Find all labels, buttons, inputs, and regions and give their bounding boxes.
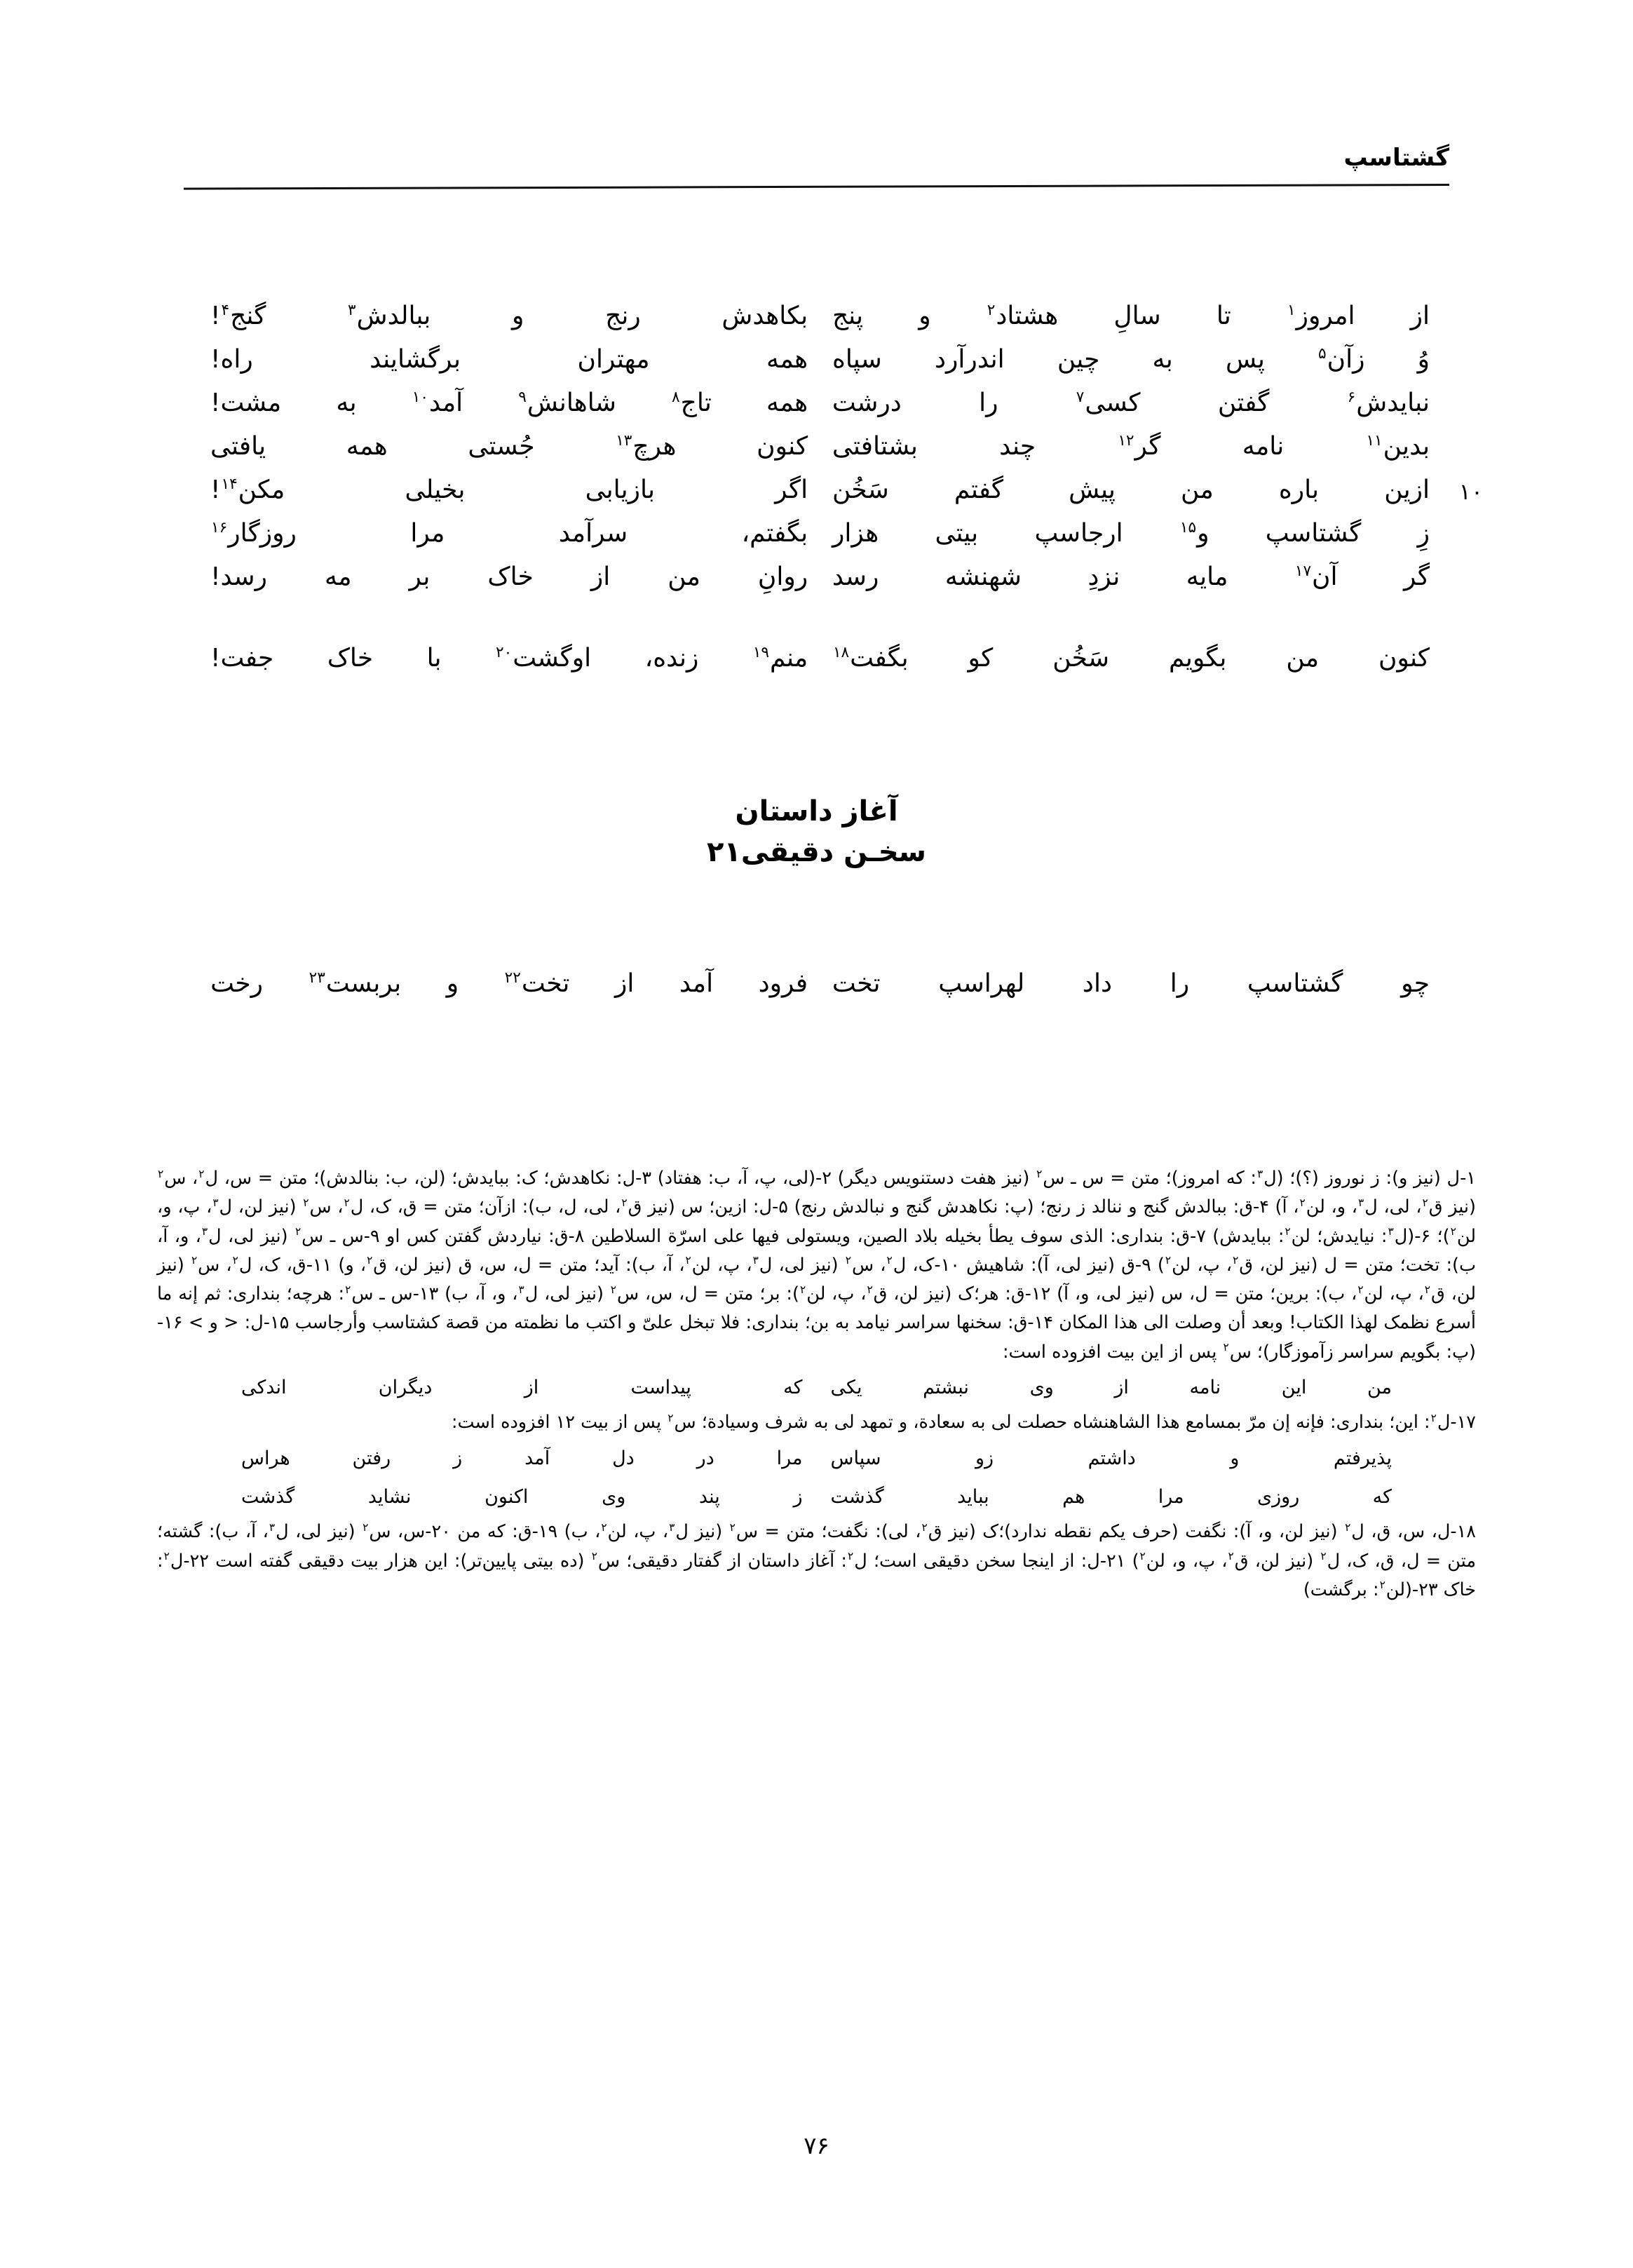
verse-word: جُستی bbox=[468, 432, 535, 461]
variant-marker: ۵ bbox=[1318, 345, 1327, 363]
variant-marker: ۲ bbox=[591, 1550, 597, 1563]
variant-marker: ۲ bbox=[1299, 1196, 1306, 1209]
verse-line bbox=[210, 644, 1430, 687]
verse-word: این bbox=[1281, 1377, 1307, 1399]
verse-word: پس bbox=[1225, 345, 1265, 374]
hemistich-right bbox=[808, 519, 1430, 548]
verse-word: هراس bbox=[241, 1447, 290, 1469]
variant-marker: ۳ bbox=[201, 1225, 208, 1238]
verse-word: جفت! bbox=[210, 644, 274, 673]
verse-word: بگویم bbox=[1168, 644, 1227, 673]
hemistich-right bbox=[808, 302, 1430, 330]
verse-word: که bbox=[1372, 1485, 1392, 1508]
verse-word: هزار bbox=[832, 519, 879, 548]
hemistich-left bbox=[210, 475, 808, 504]
variant-marker: ۳ bbox=[518, 1283, 524, 1296]
variant-marker: ۲ bbox=[1165, 1254, 1172, 1267]
variant-marker: ۱۳ bbox=[616, 432, 632, 450]
variant-marker: ۲ bbox=[845, 1254, 851, 1267]
hemistich-right bbox=[808, 432, 1430, 461]
variant-marker: ۳ bbox=[269, 1520, 276, 1534]
verse-word: گشتاسپ bbox=[1265, 519, 1362, 548]
verse-word: پیداست bbox=[630, 1377, 691, 1399]
verse-word: من bbox=[1181, 475, 1214, 504]
verse-word: شهنشه bbox=[944, 562, 1022, 591]
verse-word: از bbox=[524, 1377, 539, 1399]
verse-line bbox=[210, 302, 1430, 345]
variant-marker: ۲ bbox=[367, 1254, 373, 1267]
hemistich-left bbox=[241, 1440, 803, 1476]
variant-marker: ۲ bbox=[1228, 1550, 1234, 1563]
verse-word: بازیابی bbox=[585, 475, 655, 504]
verse-word: روانِ bbox=[757, 562, 808, 591]
verse-word: گذشت bbox=[241, 1485, 295, 1508]
verse-word: همه bbox=[346, 432, 388, 461]
verse-word: گفتن bbox=[1217, 389, 1270, 417]
variant-marker: ۱۷ bbox=[1294, 562, 1312, 580]
verse-word: روزی bbox=[1257, 1485, 1300, 1508]
hemistich-left bbox=[210, 969, 808, 998]
variant-marker: ۲ bbox=[1036, 1167, 1043, 1180]
section-heading bbox=[0, 791, 1633, 872]
verse-word: مهتران bbox=[577, 345, 650, 374]
verse-word: دیگران bbox=[378, 1377, 433, 1399]
variant-marker: ۲ bbox=[1285, 1225, 1291, 1238]
verse-line-number: ۱۰ bbox=[1458, 478, 1483, 505]
verse-word: همه bbox=[766, 345, 808, 374]
verse-word: پند bbox=[698, 1485, 720, 1508]
verse-word: گفتم bbox=[954, 475, 1004, 504]
variant-marker: ۱ bbox=[1287, 302, 1296, 319]
verse-word: و bbox=[1230, 1447, 1240, 1469]
hemistich-right bbox=[808, 475, 1430, 504]
verse-word: منم$^{۱۹}$ bbox=[752, 644, 808, 673]
verse-word: کنون bbox=[1378, 644, 1430, 673]
verse-word: آمد bbox=[524, 1447, 550, 1469]
verse-word: رفتن bbox=[352, 1447, 391, 1469]
variant-marker: ۲ bbox=[886, 1254, 893, 1267]
variant-marker: ۲ bbox=[867, 1283, 873, 1296]
verse-word: زو bbox=[975, 1447, 994, 1469]
hemistich-left bbox=[241, 1370, 803, 1405]
verse-word: بیتی bbox=[935, 519, 979, 548]
variant-marker: ۲ bbox=[232, 1254, 238, 1267]
variant-marker: ۲ bbox=[1320, 1550, 1327, 1563]
verse-block-main bbox=[210, 302, 1483, 687]
verse-word: پذیرفتم bbox=[1333, 1447, 1392, 1469]
verse-word: بکاهدش bbox=[721, 302, 808, 330]
variant-marker: ۳ bbox=[212, 1196, 219, 1209]
verse-word: اندکی bbox=[241, 1377, 287, 1399]
section-heading-line2: سخـن دقیقی۲۱ bbox=[707, 836, 926, 868]
verse-word: مرا bbox=[776, 1447, 803, 1469]
verse-word: و bbox=[446, 969, 459, 998]
verse-word: روزگار$^{۱۶}$ bbox=[211, 519, 297, 548]
variant-marker: ۲ bbox=[1357, 1283, 1364, 1296]
variant-marker: ۲ bbox=[987, 302, 996, 319]
hemistich-right bbox=[803, 1370, 1393, 1405]
verse-word: ببالدش$^۳$ bbox=[348, 302, 431, 330]
variant-marker: ۲ bbox=[1233, 1254, 1239, 1267]
verse-word: را bbox=[1170, 969, 1190, 998]
variant-marker: ۲ bbox=[848, 1550, 854, 1563]
hemistich-right bbox=[803, 1440, 1393, 1476]
verse-word: بگفت$^{۱۸}$ bbox=[832, 644, 909, 673]
variant-marker: ۹ bbox=[518, 389, 527, 406]
verse-word: تا bbox=[1216, 302, 1231, 330]
verse-word: نامه bbox=[1189, 1377, 1221, 1399]
verse-word: از bbox=[1410, 302, 1430, 330]
verse-word: وُ bbox=[1417, 345, 1430, 374]
verse-word: زِ bbox=[1417, 519, 1430, 548]
verse-word: بر bbox=[409, 562, 431, 591]
variant-marker: ۱۱ bbox=[1366, 432, 1383, 450]
verse-word: پنج bbox=[832, 302, 864, 330]
variant-marker: ۲ bbox=[1430, 1411, 1437, 1424]
variant-marker: ۳ bbox=[1256, 1167, 1263, 1180]
header-rule bbox=[184, 184, 1449, 190]
verse-word: نبشتم bbox=[923, 1377, 969, 1399]
verse-word: ازین bbox=[1384, 475, 1430, 504]
variant-marker: ۲ bbox=[601, 1520, 607, 1534]
variant-marker: ۲ bbox=[685, 1254, 691, 1267]
variant-marker: ۳ bbox=[752, 1254, 759, 1267]
variant-marker: ۲ bbox=[345, 1283, 351, 1296]
verse-word: و$^{۱۵}$ bbox=[1179, 519, 1209, 548]
variant-marker: ۲ bbox=[1223, 1341, 1229, 1354]
variant-marker: ۴ bbox=[221, 302, 230, 319]
verse-word: ارجاسپ bbox=[1034, 519, 1123, 548]
apparatus-inset-verse bbox=[157, 1479, 1476, 1515]
variant-marker: ۸ bbox=[672, 389, 680, 406]
verse-word: بخیلی bbox=[405, 475, 466, 504]
verse-word: کنون bbox=[757, 432, 808, 461]
verse-word: سپاه bbox=[832, 345, 882, 374]
verse-word: من bbox=[668, 562, 700, 591]
variant-marker: ۲ bbox=[621, 1196, 628, 1209]
verse-word: داد bbox=[1082, 969, 1112, 998]
verse-word: از bbox=[614, 969, 635, 998]
verse-word: مکن$^{۱۴}$! bbox=[210, 475, 285, 504]
verse-word: مه bbox=[324, 562, 352, 591]
verse-word: امروز$^۱$ bbox=[1287, 302, 1355, 330]
hemistich-right bbox=[808, 345, 1430, 374]
variant-marker: ۲ bbox=[303, 1196, 309, 1209]
verse-word: گر bbox=[1403, 562, 1430, 591]
variant-marker: ۱۲ bbox=[1118, 432, 1134, 450]
variant-marker: ۲ bbox=[344, 1196, 350, 1209]
hemistich-left bbox=[210, 345, 808, 374]
hemistich-right bbox=[808, 969, 1430, 998]
hemistich-left bbox=[241, 1479, 803, 1515]
verse-word: زنده، bbox=[644, 644, 699, 673]
variant-marker: ۲ bbox=[799, 1283, 806, 1296]
variant-marker: ۲ bbox=[1422, 1196, 1428, 1209]
verse-word: مرا bbox=[1158, 1485, 1184, 1508]
verse-word: نامه bbox=[1242, 432, 1285, 461]
verse-word: آمد bbox=[679, 969, 714, 998]
variant-marker: ۶ bbox=[1347, 389, 1356, 406]
verse-word: سالِ bbox=[1113, 302, 1161, 330]
verse-word: کو bbox=[968, 644, 994, 673]
verse-word: چین bbox=[1057, 345, 1100, 374]
verse-word: باره bbox=[1278, 475, 1320, 504]
variant-marker: ۲ bbox=[163, 1550, 170, 1563]
variant-marker: ۲ bbox=[1424, 1283, 1430, 1296]
variant-marker: ۲ bbox=[1379, 1579, 1385, 1592]
verse-word: خاک bbox=[327, 644, 374, 673]
verse-word: اندرآرد bbox=[934, 345, 1005, 374]
variant-marker: ۲ bbox=[921, 1520, 928, 1534]
verse-line bbox=[210, 432, 1430, 475]
verse-word: سَخُن bbox=[1052, 644, 1110, 673]
running-head bbox=[184, 146, 1449, 195]
verse-word: رخت bbox=[210, 969, 264, 998]
variant-marker: ۳ bbox=[348, 302, 356, 319]
verse-word: با bbox=[426, 644, 442, 673]
apparatus-paragraph: ۱-ل (نیز و): ز نوروز (؟)؛ (ل$^۳$: که امروز)؛ متن = س ـ س$^۲$ (نیز هفت دستنویس دیگر) ۲-(لی، پ، آ، ب: هفتاد) ۳-ل: نکاهدش؛ ک: ببایدش؛ (لن، ب: بنالدش)؛ متن = س، ل$^۲$، س$^۲$ (نیز ق$^۲$، لی، ل$^۳$، و، لن$^۲$، آ) ۴-ق: ببالدش گنج و ننالد ز رنج؛ (پ: نکاهدش گنج و نبالدش رنج) ۵-ل: ازین؛ س (نیز ق$^۲$، لی، ل، ب): ازآن؛ متن = ق، ک، ل$^۲$، س$^۲$ (نیز لن، ل$^۳$، پ، و، لن$^۲$)؛ ۶-(ل$^۳$: نیایدش؛ لن$^۲$: ببایدش) ۷-ق: بنداری: الذی سوف یطأ بخیله بلاد الصین، ویستولی فیها علی اسرّة السلاطین ۸-ق: نیاردش گفتن کس او ۹-س ـ س$^۲$ (نیز لی، ل$^۳$، و، آ، ب): تخت؛ متن = ل (نیز لن، ق$^۲$، پ، لن$^۲$) ۹-ق (نیز لی، آ): شاهیش ۱۰-ک، ل$^۲$، س$^۲$ (نیز لی، ل$^۳$، پ، لن$^۲$، آ، ب): آید؛ متن = ل، س، ق (نیز لن، ق$^۲$، و) ۱۱-ق، ک، ل$^۲$، س$^۲$ (نیز لن، ق$^۲$، پ، لن$^۲$، ب): برین؛ متن = ل، س (نیز لی، و، آ) ۱۲-ق: هر؛ک (نیز لن، ق$^۲$، پ، لن$^۲$): بر؛ متن = ل، س، س$^۲$ (نیز لی، ل$^۳$، و، آ، ب) ۱۳-س ـ س$^۲$: هرچه؛ بنداری: ثم إنه ما أسرع نظمک لهذا الکتاب! وبعد أن وصلت الی هذا المکان ۱۴-ق: سخنها سراسر نیامد به بن؛ بنداری: فلا تبخل علیّ و اکتب ما نظمته من قصة کشتاسب وأرجاسب ۱۵-ل: < و > ۱۶-(پ: بگویم سراسر زآموزگار)؛ س$^۲$ پس از این بیت افزوده است: bbox=[157, 1167, 1476, 1363]
variant-marker: ۳ bbox=[669, 1520, 675, 1534]
verse-word: و bbox=[512, 302, 524, 330]
verse-word: در bbox=[696, 1447, 714, 1469]
verse-line bbox=[210, 562, 1430, 606]
verse-word: من bbox=[1286, 644, 1320, 673]
verse-word: برگشایند bbox=[370, 345, 461, 374]
verse-line bbox=[210, 969, 1430, 1013]
verse-word: پیش bbox=[1069, 475, 1116, 504]
verse-word: تخت$^{۲۲}$ bbox=[504, 969, 570, 998]
verse-word: وی bbox=[602, 1485, 626, 1508]
verse-word: اوگشت$^{۲۰}$ bbox=[495, 644, 592, 673]
verse-word: وی bbox=[1029, 1377, 1054, 1399]
verse-word: مرا bbox=[410, 519, 445, 548]
verse-word: بشتافتی bbox=[832, 432, 918, 461]
variant-marker: ۱۶ bbox=[211, 519, 228, 536]
verse-word: چو bbox=[1401, 969, 1430, 998]
verse-word: نبایدش$^۶$ bbox=[1347, 389, 1430, 417]
hemistich-left bbox=[210, 302, 808, 330]
hemistich-right bbox=[808, 562, 1430, 591]
verse-word: فرود bbox=[758, 969, 808, 998]
verse-word: رنج bbox=[605, 302, 641, 330]
variant-marker: ۲۲ bbox=[504, 969, 521, 987]
verse-word: زآن$^۵$ bbox=[1318, 345, 1365, 374]
variant-marker: ۲ bbox=[362, 1520, 369, 1534]
verse-line bbox=[210, 345, 1430, 389]
verse-word: هشتاد$^۲$ bbox=[987, 302, 1059, 330]
apparatus-paragraph: ۱۷-ل$^۲$: این؛ بنداری: فإنه إن مرّ بمسامع هذا الشاهنشاه حصلت لی به سعادة، و تمهد لی به شرف وسیادة؛ س$^۲$ پس از بیت ۱۲ افزوده است: bbox=[451, 1411, 1476, 1433]
variant-marker: ۲ bbox=[1345, 1520, 1351, 1534]
verse-word: لهراسپ bbox=[938, 969, 1025, 998]
verse-word: نشاید bbox=[367, 1485, 412, 1508]
verse-word: یکی bbox=[830, 1377, 862, 1399]
verse-word: درشت bbox=[832, 389, 902, 417]
verse-word: از bbox=[590, 562, 611, 591]
running-title: گشتاسپ bbox=[1343, 144, 1449, 172]
verse-block-after-heading bbox=[210, 969, 1430, 1013]
verse-word: یافتی bbox=[210, 432, 266, 461]
verse-word: اگر bbox=[775, 475, 808, 504]
verse-word: هم bbox=[1062, 1485, 1085, 1508]
verse-word: سَخُن bbox=[832, 475, 889, 504]
verse-word: تخت bbox=[832, 969, 881, 998]
verse-word: ز bbox=[793, 1485, 803, 1508]
verse-word: گر$^{۱۲}$ bbox=[1118, 432, 1161, 461]
verse-word: مشت! bbox=[210, 389, 282, 417]
hemistich-right bbox=[808, 389, 1430, 417]
verse-word: دل bbox=[612, 1447, 635, 1469]
variant-marker: ۱۹ bbox=[752, 644, 770, 661]
verse-word: سرآمد bbox=[558, 519, 628, 548]
variant-marker: ۲ bbox=[668, 1411, 674, 1424]
verse-word: سپاس bbox=[830, 1447, 881, 1469]
variant-marker: ۲ bbox=[198, 1167, 205, 1180]
hemistich-right bbox=[803, 1479, 1393, 1515]
variant-marker: ۱۰ bbox=[412, 389, 428, 406]
section-heading-line1: آغاز داستان bbox=[735, 795, 898, 828]
verse-word: داشتم bbox=[1087, 1447, 1136, 1469]
verse-word: بگفتم، bbox=[741, 519, 808, 548]
variant-marker: ۲ bbox=[610, 1283, 616, 1296]
verse-word: رسد! bbox=[210, 562, 267, 591]
verse-word: گنج$^۴$! bbox=[210, 302, 266, 330]
verse-word: شاهانش$^۹$ bbox=[518, 389, 616, 417]
variant-marker: ۳ bbox=[1388, 1225, 1394, 1238]
verse-word: اکنون bbox=[485, 1485, 529, 1508]
variant-marker: ۲۳ bbox=[309, 969, 325, 987]
apparatus-inset-verse bbox=[157, 1370, 1476, 1405]
variant-marker: ۱۸ bbox=[832, 644, 850, 661]
variant-marker: ۲ bbox=[158, 1167, 164, 1180]
verse-word: رسد bbox=[832, 562, 879, 591]
variant-marker: ۱۴ bbox=[221, 475, 238, 493]
verse-word: همه bbox=[766, 389, 808, 417]
verse-word: به bbox=[1152, 345, 1173, 374]
verse-word: از bbox=[1114, 1377, 1129, 1399]
verse-line bbox=[210, 475, 1483, 519]
verse-word: به bbox=[336, 389, 357, 417]
variant-marker: ۷ bbox=[1076, 389, 1085, 406]
critical-apparatus bbox=[157, 1164, 1476, 1605]
verse-word: هرچ$^{۱۳}$ bbox=[616, 432, 677, 461]
verse-word: خاک bbox=[487, 562, 534, 591]
variant-marker: ۲ bbox=[191, 1254, 198, 1267]
verse-word: من bbox=[1367, 1377, 1392, 1399]
verse-word: آن$^{۱۷}$ bbox=[1294, 562, 1338, 591]
variant-marker: ۱۵ bbox=[1179, 519, 1197, 536]
verse-word: گشتاسپ bbox=[1247, 969, 1343, 998]
hemistich-left bbox=[210, 519, 808, 548]
verse-word: کسی$^۷$ bbox=[1076, 389, 1141, 417]
variant-marker: ۲۰ bbox=[495, 644, 513, 661]
apparatus-inset-verse bbox=[157, 1440, 1476, 1476]
variant-marker: ۲ bbox=[294, 1225, 301, 1238]
verse-word: بدین$^{۱۱}$ bbox=[1366, 432, 1430, 461]
verse-word: تاج$^۸$ bbox=[672, 389, 712, 417]
verse-line bbox=[210, 389, 1430, 432]
verse-word: که bbox=[783, 1377, 803, 1399]
verse-word: نزدِ bbox=[1087, 562, 1120, 591]
verse-word: آمد$^{۱۰}$ bbox=[412, 389, 463, 417]
hemistich-left bbox=[210, 389, 808, 417]
variant-marker: ۳ bbox=[1357, 1196, 1364, 1209]
verse-word: و bbox=[919, 302, 931, 330]
page-number: ۷۶ bbox=[804, 2132, 829, 2160]
hemistich-left bbox=[210, 644, 808, 673]
variant-marker: ۲ bbox=[1139, 1550, 1146, 1563]
verse-word: بربست$^{۲۳}$ bbox=[309, 969, 402, 998]
verse-word: را bbox=[979, 389, 998, 417]
hemistich-left bbox=[210, 432, 808, 461]
variant-marker: ۲ bbox=[1450, 1225, 1456, 1238]
verse-word: گذشت bbox=[830, 1485, 884, 1508]
apparatus-paragraph: ۱۸-ل، س، ق، ل$^۲$ (نیز لن، و، آ): نگفت (حرف یکم نقطه ندارد)؛ک (نیز ق$^۲$، لی): نگفت؛ متن = س$^۲$ (نیز ل$^۳$، پ، لن$^۲$، ب) ۱۹-ق: که من ۲۰-س، س$^۲$ (نیز لی، ل$^۳$، آ، ب): گشته؛ متن = ل، ق، ک، ل$^۲$ (نیز لن، ق$^۲$، پ، و، لن$^۲$) ۲۱-ل: از اینجا سخن دقیقی است؛ ل$^۲$: آغاز داستان از گفتار دقیقی؛ س$^۲$ (ده بیتی پایین‌تر): این هزار بیت دقیقی گفته است ۲۲-ل$^۲$: خاک ۲۳-(لن$^۲$: برگشت) bbox=[157, 1520, 1477, 1600]
hemistich-right bbox=[808, 644, 1430, 673]
variant-marker: ۲ bbox=[729, 1520, 736, 1534]
verse-line bbox=[210, 519, 1430, 562]
hemistich-left bbox=[210, 562, 808, 591]
verse-word: چند bbox=[999, 432, 1036, 461]
verse-word: راه! bbox=[210, 345, 253, 374]
verse-word: مایه bbox=[1186, 562, 1228, 591]
verse-word: بباید bbox=[957, 1485, 989, 1508]
verse-word: ز bbox=[453, 1447, 463, 1469]
